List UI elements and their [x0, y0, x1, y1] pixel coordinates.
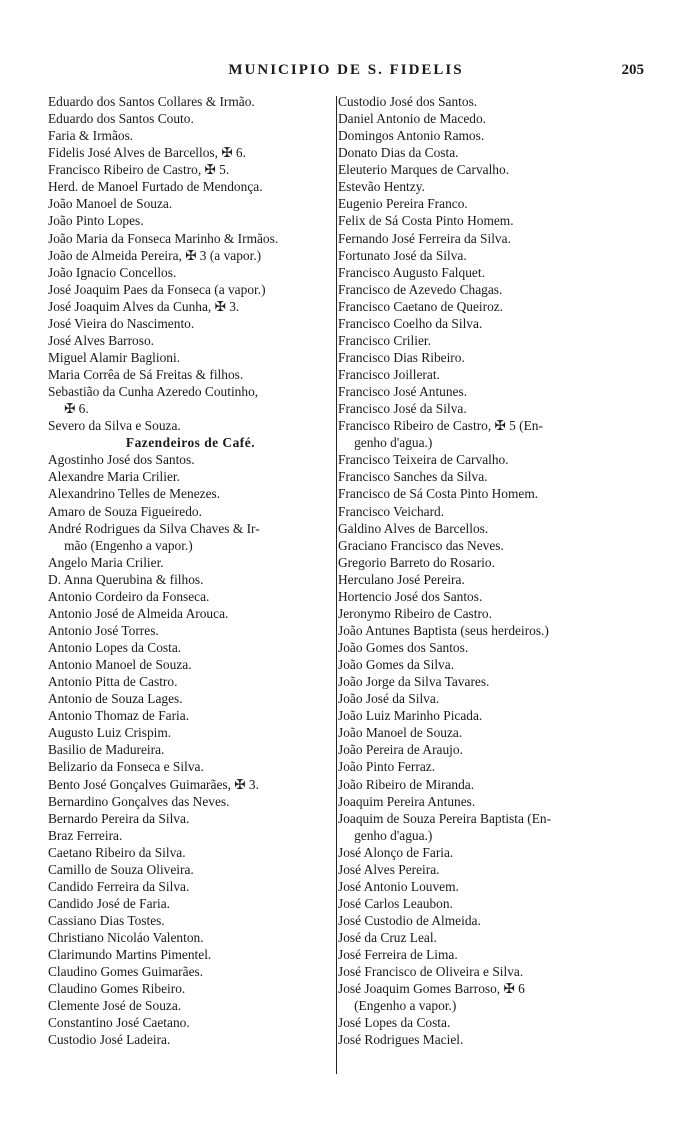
list-item: Francisco Joillerat. [338, 367, 440, 382]
list-item: Cassiano Dias Tostes. [48, 913, 165, 928]
section-heading: Fazendeiros de Café. [125, 435, 256, 451]
left-entries-top [48, 93, 333, 400]
list-item: Estevão Hentzy. [338, 179, 425, 195]
list-item: José Joaquim Alves da Cunha, ✠ 3. [48, 298, 240, 314]
list-item: Francisco Crilier. [338, 332, 431, 348]
list-item: Fortunato José da Silva. [338, 247, 467, 263]
list-item: Daniel Antonio de Macedo. [338, 111, 487, 127]
list-item: Herculano José Pereira. [338, 571, 465, 587]
list-item: Antonio Lopes da Costa. [48, 640, 182, 655]
list-item: Antonio José de Almeida Arouca. [48, 605, 229, 621]
list-item: José Custodio de Almeida. [338, 913, 481, 928]
list-item: Clarimundo Martins Pimentel. [48, 947, 212, 963]
list-item: Fernando José Ferreira da Silva. [338, 230, 511, 246]
list-item: Antonio Cordeiro da Fonseca. [48, 588, 210, 604]
list-item: José Alves Barroso. [48, 332, 154, 348]
list-item: José Joaquim Gomes Barroso, ✠ 6 [338, 981, 525, 997]
list-item: João José da Silva. [338, 691, 440, 707]
list-item: Graciano Francisco das Neves. [338, 537, 504, 553]
list-item: Francisco Sanches da Silva. [338, 469, 488, 485]
list-item: Domingos Antonio Ramos. [338, 128, 485, 144]
list-item: Fidelis José Alves de Barcellos, ✠ 6. [48, 145, 246, 161]
list-item: Alexandrino Telles de Menezes. [48, 486, 221, 502]
list-item: João Antunes Baptista (seus herdeiros.) [338, 622, 549, 638]
list-item: Bento José Gonçalves Guimarães, ✠ 3. [48, 776, 259, 792]
list-item: Angelo Maria Crilier. [48, 554, 164, 570]
list-item: Sebastião da Cunha Azeredo Coutinho, [48, 384, 259, 400]
list-item: José Rodrigues Maciel. [338, 1032, 464, 1048]
list-item: João Pinto Lopes. [48, 213, 144, 229]
list-item: João Manoel de Souza. [338, 725, 463, 741]
list-item: João Luiz Marinho Picada. [338, 708, 483, 724]
right-entries-c [338, 844, 644, 998]
page-number: 205 [621, 62, 644, 78]
list-item: Antonio Manoel de Souza. [48, 657, 192, 673]
list-item: Jeronymo Ribeiro de Castro. [338, 605, 492, 621]
list-item: Francisco Ribeiro de Castro, ✠ 5. [48, 162, 230, 178]
list-item: Bernardino Gonçalves das Neves. [48, 793, 230, 809]
list-item-continuation: mão (Engenho a vapor.) [64, 537, 193, 553]
list-item: José Antonio Louvem. [338, 878, 459, 894]
list-item: Maria Corrêa de Sá Freitas & filhos. [48, 367, 244, 382]
list-item: Donato Dias da Costa. [338, 145, 459, 161]
list-item: João Ignacio Concellos. [48, 264, 177, 280]
list-item: Francisco Augusto Falquet. [338, 264, 485, 280]
right-entries-b [338, 451, 644, 826]
list-item: Francisco Teixeira de Carvalho. [338, 452, 509, 468]
list-item: Severo da Silva e Souza. [48, 418, 181, 434]
list-item: Antonio José Torres. [48, 622, 159, 638]
left-entries-bottom [48, 554, 333, 1049]
list-item: Felix de Sá Costa Pinto Homem. [338, 213, 514, 229]
list-item: Francisco José Antunes. [338, 384, 468, 400]
list-item: Eugenio Pereira Franco. [338, 196, 468, 212]
list-item: José da Cruz Leal. [338, 930, 437, 946]
list-item: Francisco Veichard. [338, 503, 445, 519]
list-item: Joaquim de Souza Pereira Baptista (En- [338, 810, 552, 826]
list-item-continuation: (Engenho a vapor.) [354, 998, 457, 1014]
list-item: D. Anna Querubina & filhos. [48, 571, 204, 587]
list-item: José Carlos Leaubon. [338, 895, 453, 911]
list-item: Caetano Ribeiro da Silva. [48, 844, 186, 860]
list-item: Antonio de Souza Lages. [48, 691, 183, 707]
list-item: José Lopes da Costa. [338, 1015, 451, 1031]
list-item-continuation: genho d'agua.) [354, 435, 433, 451]
list-item: Clemente José de Souza. [48, 998, 182, 1014]
list-item: João Ribeiro de Miranda. [338, 776, 475, 792]
list-item: Augusto Luiz Crispim. [48, 725, 172, 741]
right-entries-a [338, 93, 644, 434]
list-item: Antonio Pitta de Castro. [48, 674, 178, 690]
left-column [48, 93, 333, 1049]
list-item: Eduardo dos Santos Collares & Irmão. [48, 94, 255, 109]
list-item: João Pereira de Araujo. [338, 742, 463, 758]
list-item: João Jorge da Silva Tavares. [338, 674, 490, 690]
list-item: João Gomes da Silva. [338, 657, 455, 673]
column-divider [336, 96, 337, 1074]
list-item: João Manoel de Souza. [48, 196, 173, 212]
page-header [48, 62, 644, 84]
list-item: Belizario da Fonseca e Silva. [48, 759, 204, 775]
list-item: Miguel Alamir Baglioni. [48, 349, 181, 365]
list-item: Bernardo Pereira da Silva. [48, 810, 190, 826]
list-item: Christiano Nicoláo Valenton. [48, 930, 204, 946]
list-item: Francisco Coelho da Silva. [338, 315, 483, 331]
list-item: André Rodrigues da Silva Chaves & Ir- [48, 520, 260, 536]
list-item: Francisco de Sá Costa Pinto Homem. [338, 486, 539, 502]
list-item: Faria & Irmãos. [48, 128, 134, 144]
list-item: Basilio de Madureira. [48, 742, 165, 758]
list-item: José Vieira do Nascimento. [48, 315, 195, 331]
list-item: Francisco Dias Ribeiro. [338, 349, 465, 365]
list-item: Eleuterio Marques de Carvalho. [338, 162, 510, 178]
right-column [338, 93, 644, 1049]
list-item: Francisco de Azevedo Chagas. [338, 281, 503, 297]
list-item: João Pinto Ferraz. [338, 759, 436, 775]
list-item: Francisco Caetano de Queiroz. [338, 298, 504, 314]
running-title: MUNICIPIO DE S. FIDELIS [228, 62, 464, 78]
list-item: Hortencio José dos Santos. [338, 588, 483, 604]
list-item: Joaquim Pereira Antunes. [338, 793, 476, 809]
list-item: Amaro de Souza Figueiredo. [48, 503, 202, 519]
list-item: Constantino José Caetano. [48, 1015, 190, 1031]
list-item: Francisco Ribeiro de Castro, ✠ 5 (En- [338, 418, 543, 434]
list-item: Candido José de Faria. [48, 895, 170, 911]
list-item: João Maria da Fonseca Marinho & Irmãos. [48, 230, 279, 246]
list-item: Camillo de Souza Oliveira. [48, 861, 194, 877]
list-item: João de Almeida Pereira, ✠ 3 (a vapor.) [48, 247, 262, 263]
list-item: José Alves Pereira. [338, 861, 440, 877]
list-item: José Alonço de Faria. [338, 844, 454, 860]
list-item-continuation: ✠ 6. [64, 401, 89, 417]
list-item: Custodio José dos Santos. [338, 94, 478, 109]
list-item: Claudino Gomes Guimarães. [48, 964, 204, 980]
list-item: José Joaquim Paes da Fonseca (a vapor.) [48, 281, 266, 297]
list-item: José Francisco de Oliveira e Silva. [338, 964, 524, 980]
left-entries-mid [48, 451, 333, 536]
list-item: Herd. de Manoel Furtado de Mendonça. [48, 179, 263, 195]
right-entries-d [338, 1014, 644, 1048]
list-item: João Gomes dos Santos. [338, 640, 469, 655]
list-item: Agostinho José dos Santos. [48, 452, 195, 468]
list-item: Candido Ferreira da Silva. [48, 878, 190, 894]
list-item-continuation: genho d'agua.) [354, 827, 433, 843]
list-item: Gregorio Barreto do Rosario. [338, 554, 495, 570]
list-item: Alexandre Maria Crilier. [48, 469, 180, 485]
list-item: Galdino Alves de Barcellos. [338, 520, 489, 536]
list-item: Eduardo dos Santos Couto. [48, 111, 194, 127]
list-item: Antonio Thomaz de Faria. [48, 708, 190, 724]
list-item: Custodio José Ladeira. [48, 1032, 171, 1048]
list-item: Claudino Gomes Ribeiro. [48, 981, 186, 997]
list-item: Braz Ferreira. [48, 827, 123, 843]
list-item: Francisco José da Silva. [338, 401, 467, 417]
list-item: José Ferreira de Lima. [338, 947, 458, 963]
